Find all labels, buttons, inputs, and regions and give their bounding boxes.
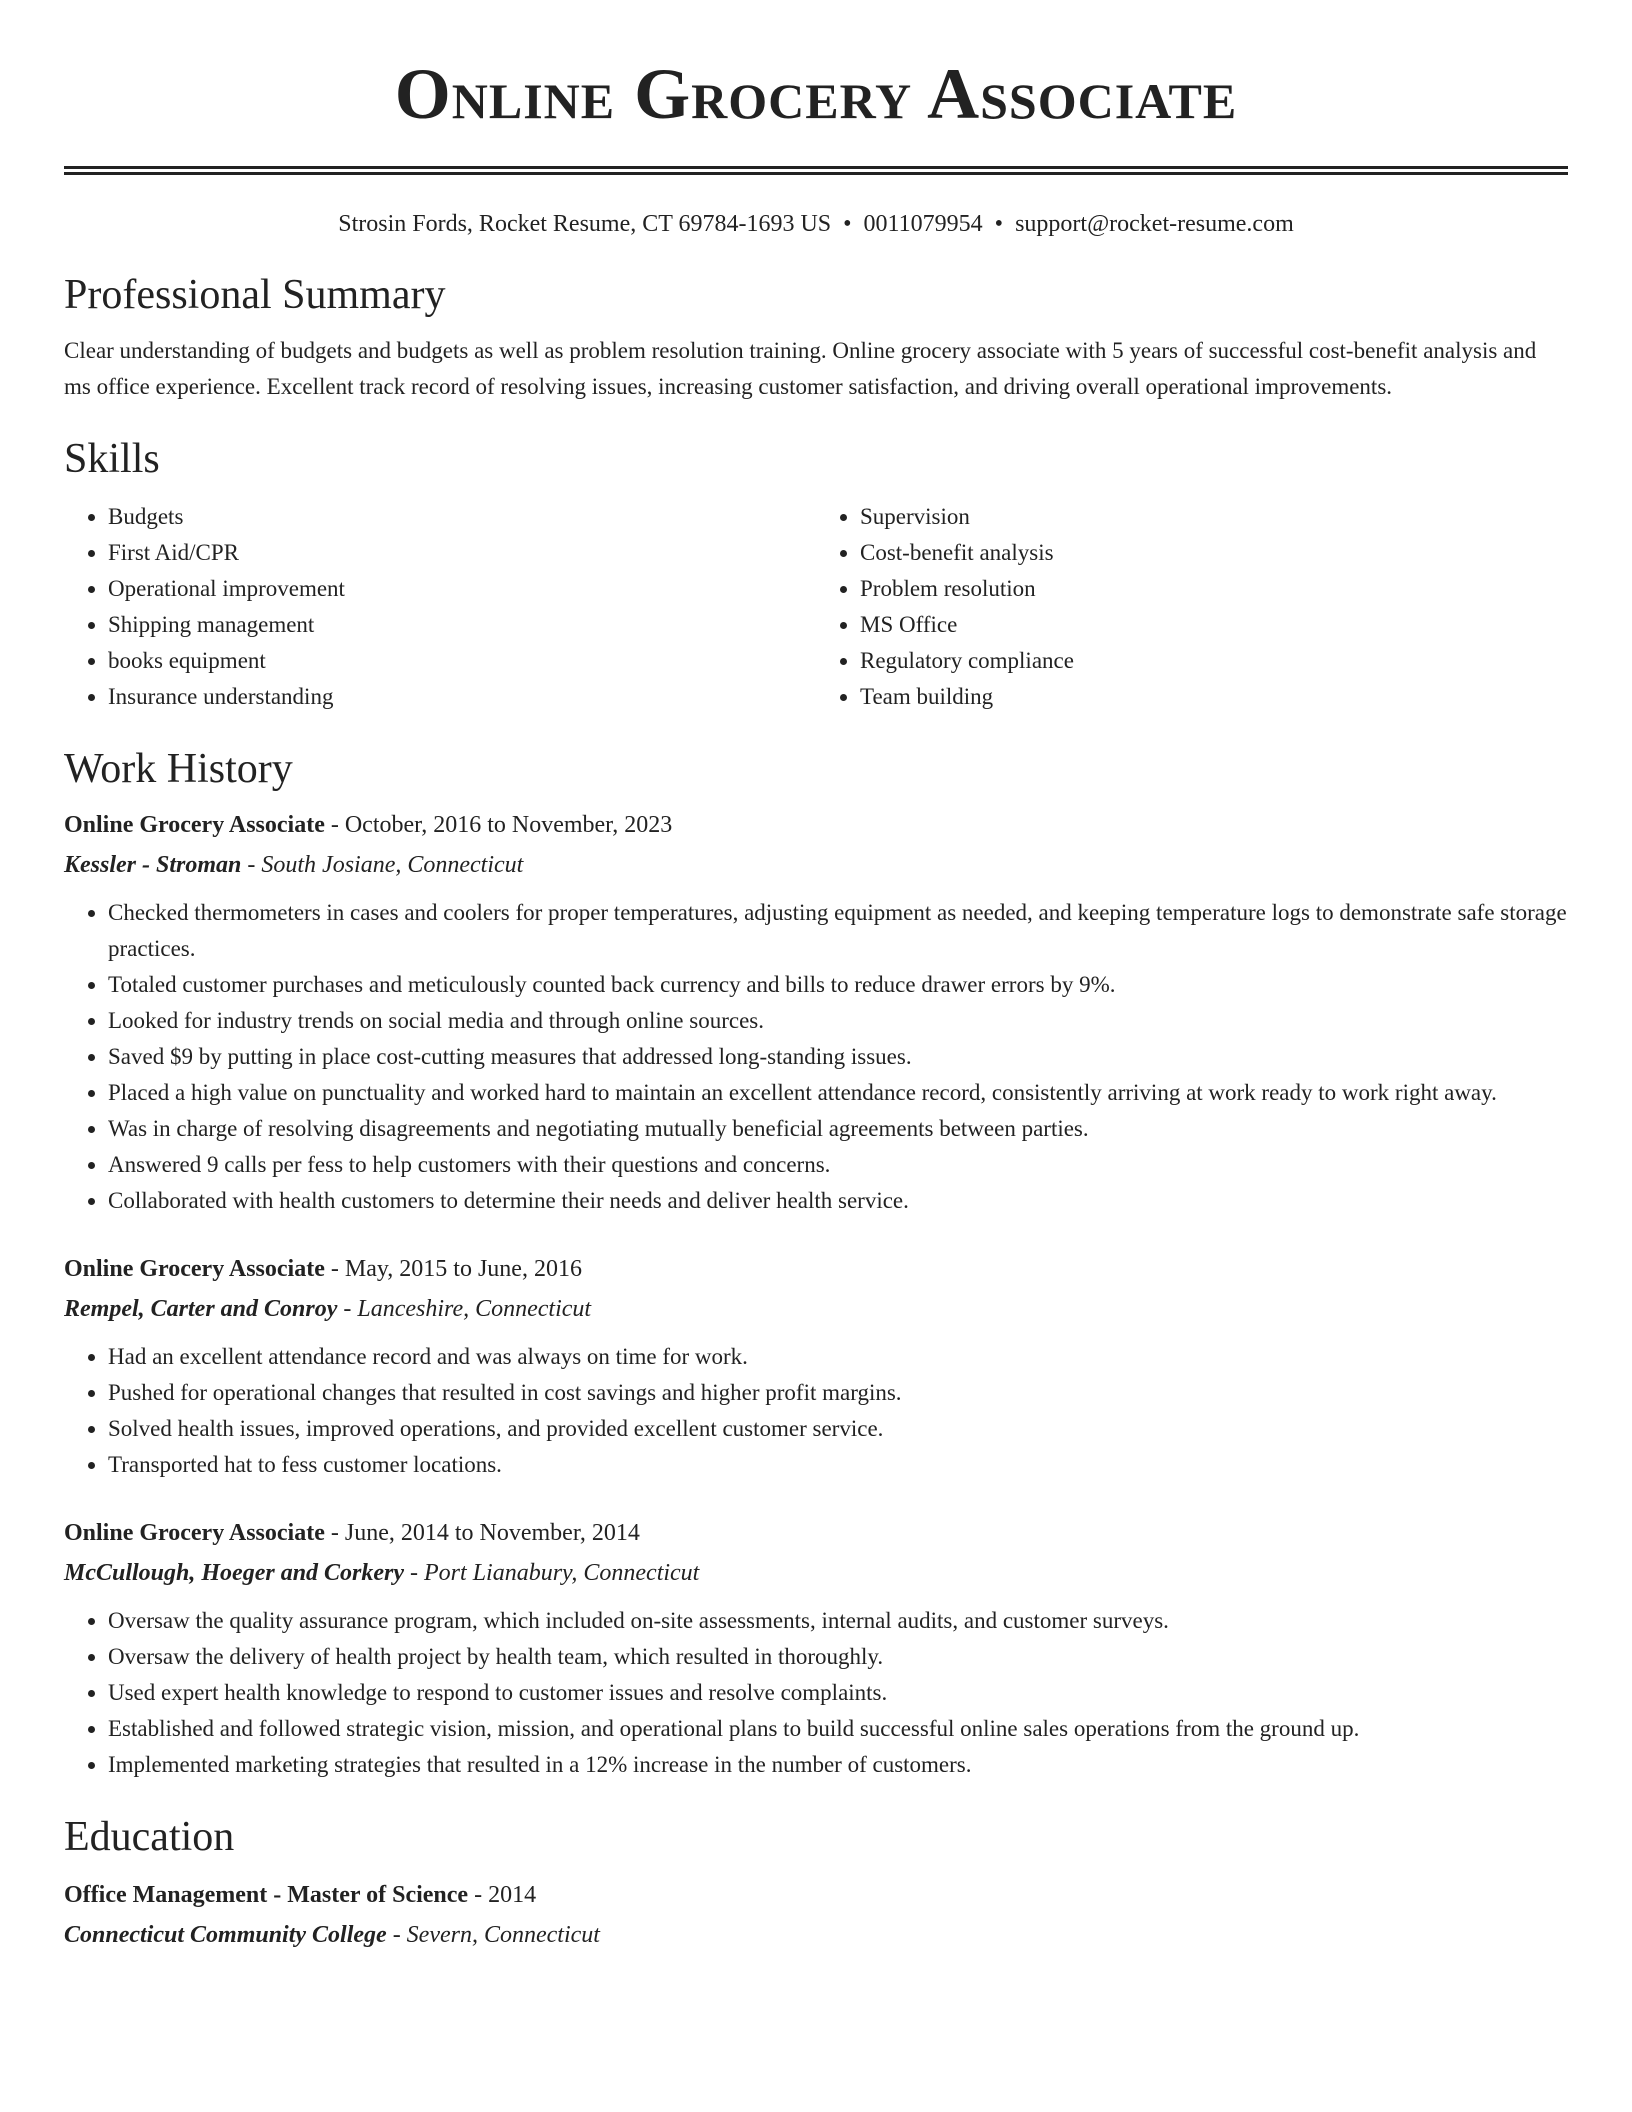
skill-item: • Insurance understanding — [108, 679, 816, 715]
job-title-line — [64, 1249, 1568, 1289]
job-dates: - October, 2016 to November, 2023 — [324, 812, 673, 838]
contact-line — [64, 209, 1568, 239]
job-bullet: • Was in charge of resolving disagreements and negotiating mutually beneficial agreements between parties. — [108, 1111, 1568, 1147]
skills-grid — [64, 499, 1568, 715]
title-double-rule — [64, 166, 1568, 175]
contact-address: Strosin Fords, Rocket Resume, CT 69784-1693 US — [338, 211, 832, 237]
job-bullet: • Had an excellent attendance record and was always on time for work. — [108, 1339, 1568, 1375]
work-history-heading: Work History — [64, 746, 293, 792]
job-title-line — [64, 1513, 1568, 1553]
contact-phone: 0011079954 — [863, 211, 983, 237]
job-bullet: • Checked thermometers in cases and coolers for proper temperatures, adjusting equipment as needed, and keeping temperature logs to demonstrate safe storage practices. — [108, 895, 1568, 967]
job-company-line — [64, 1289, 1568, 1329]
job-bullet: • Used expert health knowledge to respond to customer issues and resolve complaints. — [108, 1675, 1568, 1711]
job-company: Rempel, Carter and Conroy — [64, 1296, 338, 1322]
summary-text: Clear understanding of budgets and budgets as well as problem resolution training. Online grocery associate with 5 years of successful cost-benefit analysis and ms office experience. Excellent track record of resolving issues, increasing customer satisfaction, and driving overall operational improvements. — [64, 338, 1537, 399]
job-company-line — [64, 1553, 1568, 1593]
contact-email: support@rocket-resume.com — [1015, 211, 1294, 237]
job-dates: - June, 2014 to November, 2014 — [324, 1520, 640, 1546]
job-company: Kessler - Stroman — [64, 852, 242, 878]
job-title-line — [64, 805, 1568, 845]
job-bullet: • Transported hat to fess customer locations. — [108, 1447, 1568, 1483]
job-bullet: • Answered 9 calls per fess to help customers with their questions and concerns. — [108, 1147, 1568, 1183]
job-bullets — [64, 1339, 1568, 1483]
skill-item: • books equipment — [108, 643, 816, 679]
skill-item: • Team building — [860, 679, 1568, 715]
skills-list-left — [64, 499, 816, 715]
job-company-line — [64, 845, 1568, 885]
skill-item: • Operational improvement — [108, 571, 816, 607]
job-title: Online Grocery Associate — [64, 1520, 325, 1546]
job-bullet: • Looked for industry trends on social media and through online sources. — [108, 1003, 1568, 1039]
job-bullet: • Saved $9 by putting in place cost-cutting measures that addressed long-standing issues. — [108, 1039, 1568, 1075]
contact-separator: • — [843, 211, 852, 237]
job-location: - Port Lianabury, Connecticut — [404, 1560, 700, 1586]
education-year: - 2014 — [468, 1882, 537, 1908]
education-degree: Office Management - Master of Science — [64, 1882, 469, 1908]
skill-item: • Budgets — [108, 499, 816, 535]
job-bullet: • Oversaw the quality assurance program, which included on-site assessments, internal audits, and customer surveys. — [108, 1603, 1568, 1639]
skill-item: • Regulatory compliance — [860, 643, 1568, 679]
job-bullet: • Placed a high value on punctuality and worked hard to maintain an excellent attendance record, consistently arriving at work ready to work right away. — [108, 1075, 1568, 1111]
education-degree-line — [64, 1875, 1568, 1915]
skill-item: • Cost-benefit analysis — [860, 535, 1568, 571]
job-title: Online Grocery Associate — [64, 1256, 325, 1282]
job-entry — [64, 805, 1568, 1219]
job-bullet: • Oversaw the delivery of health project by health team, which resulted in thoroughly. — [108, 1639, 1568, 1675]
job-location: - Lanceshire, Connecticut — [337, 1296, 592, 1322]
job-bullet: • Collaborated with health customers to determine their needs and deliver health service. — [108, 1183, 1568, 1219]
skill-item: • First Aid/CPR — [108, 535, 816, 571]
skills-list-right — [816, 499, 1568, 715]
resume-title: Online Grocery Associate — [394, 54, 1238, 134]
job-bullets — [64, 1603, 1568, 1783]
skill-item: • Problem resolution — [860, 571, 1568, 607]
job-bullet: • Totaled customer purchases and meticulously counted back currency and bills to reduce drawer errors by 9%. — [108, 967, 1568, 1003]
education-school-line — [64, 1915, 1568, 1955]
job-dates: - May, 2015 to June, 2016 — [324, 1256, 582, 1282]
job-bullet: • Established and followed strategic vision, mission, and operational plans to build successful online sales operations from the ground up. — [108, 1711, 1568, 1747]
job-bullet: • Implemented marketing strategies that resulted in a 12% increase in the number of customers. — [108, 1747, 1568, 1783]
skill-item: • MS Office — [860, 607, 1568, 643]
job-company: McCullough, Hoeger and Corkery — [64, 1560, 405, 1586]
skill-item: • Supervision — [860, 499, 1568, 535]
education-location: - Severn, Connecticut — [386, 1922, 600, 1948]
job-entry — [64, 1513, 1568, 1783]
job-location: - South Josiane, Connecticut — [241, 852, 524, 878]
job-bullets — [64, 895, 1568, 1219]
education-school: Connecticut Community College — [64, 1922, 387, 1948]
job-bullet: • Solved health issues, improved operations, and provided excellent customer service. — [108, 1411, 1568, 1447]
job-entry — [64, 1249, 1568, 1483]
skill-item: • Shipping management — [108, 607, 816, 643]
job-bullet: • Pushed for operational changes that resulted in cost savings and higher profit margins. — [108, 1375, 1568, 1411]
contact-separator: • — [994, 211, 1004, 237]
education-heading: Education — [64, 1814, 235, 1860]
skills-heading: Skills — [64, 436, 160, 482]
summary-heading: Professional Summary — [64, 272, 446, 318]
job-title: Online Grocery Associate — [64, 812, 325, 838]
